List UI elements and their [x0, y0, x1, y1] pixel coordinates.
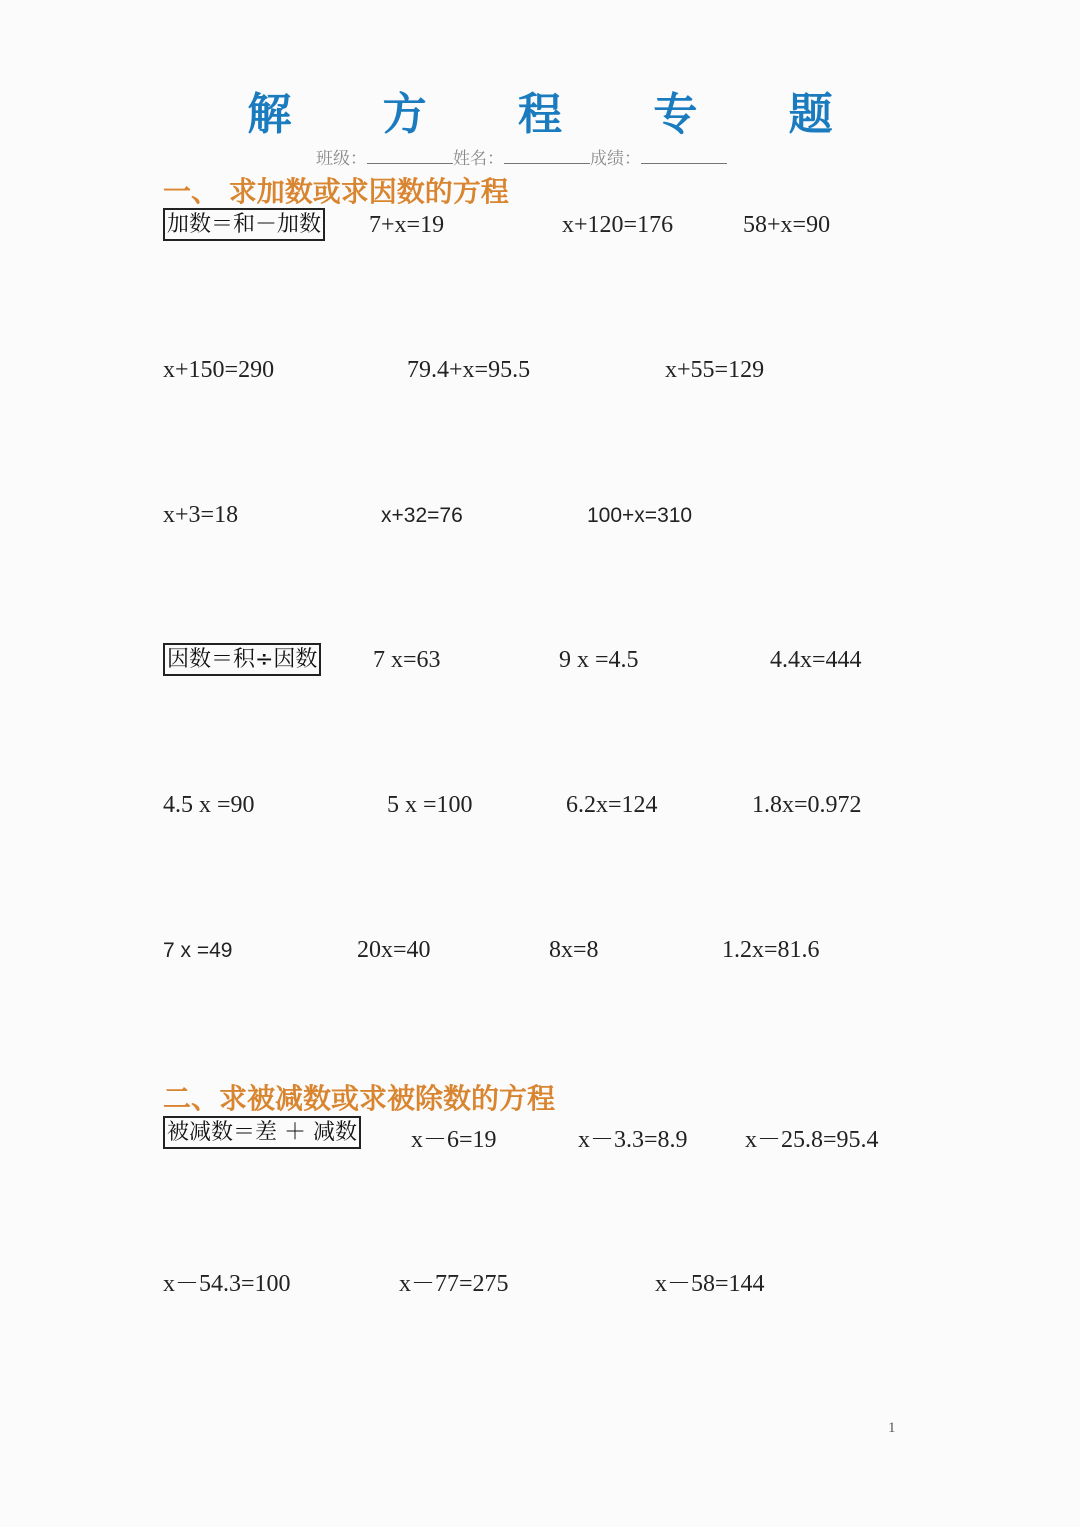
equation: 58+x=90 [743, 212, 831, 238]
equation: x+32=76 [381, 504, 463, 527]
class-blank[interactable] [367, 147, 453, 164]
equation: x+55=129 [665, 357, 765, 383]
equation: 1.2x=81.6 [722, 937, 820, 963]
score-label: 成绩： [590, 149, 641, 169]
class-label: 班级： [316, 149, 367, 169]
equation: 6.2x=124 [566, 792, 658, 818]
section-2-heading: 二、求被减数或求被除数的方程 [163, 1082, 556, 1115]
rule-box-factor: 因数＝积÷因数 [163, 643, 321, 676]
section-1-heading: 一、 求加数或求因数的方程 [163, 175, 509, 208]
equation: x－58=144 [655, 1271, 765, 1297]
equation: x－3.3=8.9 [578, 1127, 688, 1153]
equation: x－6=19 [411, 1127, 497, 1153]
equation: x+150=290 [163, 357, 275, 383]
page-title: 解 方 程 专 题 [247, 89, 871, 140]
name-label: 姓名： [453, 149, 504, 169]
equation: x+3=18 [163, 502, 239, 528]
student-info-line [316, 144, 727, 169]
equation: 7+x=19 [369, 212, 445, 238]
equation: 9 x =4.5 [559, 647, 639, 673]
equation: 5 x =100 [387, 792, 473, 818]
equation: x－77=275 [399, 1271, 509, 1297]
equation: x+120=176 [562, 212, 674, 238]
equation: 4.5 x =90 [163, 792, 255, 818]
name-blank[interactable] [504, 147, 590, 164]
equation: 7 x =49 [163, 939, 233, 962]
equation: 79.4+x=95.5 [407, 357, 531, 383]
equation: 20x=40 [357, 937, 431, 963]
equation: 100+x=310 [587, 504, 693, 527]
rule-box-minuend: 被减数＝差 ＋ 减数 [163, 1116, 361, 1149]
page-number: 1 [888, 1420, 896, 1436]
equation: 8x=8 [549, 937, 599, 963]
equation: 1.8x=0.972 [752, 792, 862, 818]
equation: 7 x=63 [373, 647, 441, 673]
score-blank[interactable] [641, 147, 727, 164]
equation: x－54.3=100 [163, 1271, 291, 1297]
rule-box-addend: 加数＝和－加数 [163, 208, 325, 241]
equation: 4.4x=444 [770, 647, 862, 673]
equation: x－25.8=95.4 [745, 1127, 879, 1153]
